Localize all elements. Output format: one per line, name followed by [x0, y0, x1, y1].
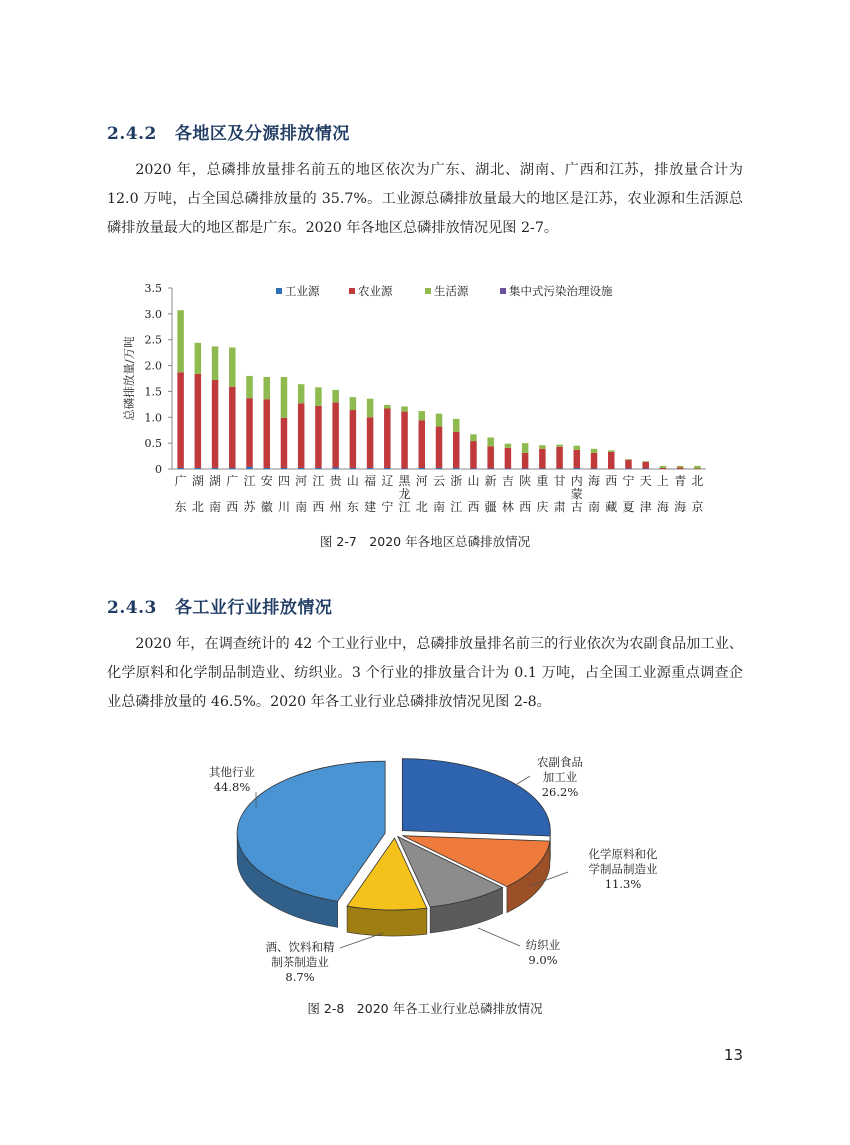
bar-segment	[195, 468, 202, 469]
x-tick-label: 辽	[381, 474, 394, 488]
x-tick-label: 四	[277, 474, 290, 488]
bar-segment	[556, 447, 563, 469]
x-tick-label: 江	[312, 474, 325, 488]
bar-segment	[384, 408, 391, 467]
x-tick-label: 陕	[519, 474, 532, 488]
bar-segment	[195, 374, 202, 468]
pie-slice-side	[347, 906, 427, 936]
legend-swatch	[349, 288, 355, 294]
bar-segment	[229, 468, 236, 469]
pie-label: 学制品制造业	[588, 862, 658, 876]
bar-segment	[350, 468, 357, 469]
bar-segment	[212, 346, 219, 380]
x-tick-label: 江	[398, 500, 411, 514]
legend-label: 工业源	[285, 284, 320, 298]
y-axis-label: 总磷排放量/万吨	[122, 336, 136, 421]
x-tick-label: 南	[295, 500, 308, 514]
bar-segment	[625, 459, 632, 460]
bar-segment	[470, 434, 477, 441]
x-tick-label: 宁	[622, 474, 635, 488]
figure-2-8-caption: 图 2-8 2020 年各工业行业总磷排放情况	[307, 1001, 543, 1016]
bar-segment	[470, 468, 477, 469]
bar-segment	[505, 448, 512, 469]
y-tick-label: 3.0	[144, 307, 162, 321]
section-title: 各工业行业排放情况	[174, 598, 333, 618]
pie-label: 11.3%	[604, 877, 642, 891]
x-tick-label: 山	[467, 474, 480, 488]
pie-label: 26.2%	[541, 785, 579, 799]
section-number: 2.4.3	[107, 598, 157, 618]
x-tick-label: 湖	[191, 474, 204, 488]
bar-segment	[591, 453, 598, 469]
x-tick-label: 河	[295, 474, 308, 488]
bar-segment	[574, 446, 581, 450]
pie-label: 酒、饮料和精	[265, 940, 335, 954]
x-tick-label: 徽	[260, 500, 273, 514]
bar-segment	[177, 372, 184, 468]
bar-segment	[522, 443, 529, 453]
bar-segment	[177, 468, 184, 469]
bar-segment	[436, 414, 443, 427]
bar-segment	[539, 445, 546, 449]
bar-segment	[660, 468, 667, 469]
bar-segment	[367, 399, 374, 418]
bar-segment	[281, 468, 288, 469]
bar-segment	[505, 444, 512, 448]
page-number: 13	[723, 1046, 743, 1064]
legend-swatch	[276, 288, 282, 294]
bar-segment	[246, 467, 253, 469]
bar-segment	[470, 441, 477, 468]
bar-segment	[677, 466, 684, 468]
leader-line	[517, 776, 530, 784]
bar-segment	[350, 397, 357, 410]
section-heading-2-4-2	[107, 119, 350, 144]
x-tick-label: 海	[674, 500, 687, 514]
pie-label: 8.7%	[285, 970, 315, 984]
legend-label: 集中式污染治理设施	[509, 284, 613, 298]
bar-segment	[642, 468, 649, 469]
y-tick-label: 2.5	[144, 333, 162, 347]
bar-segment	[539, 449, 546, 469]
pie-label: 其他行业	[209, 765, 255, 779]
bar-segment	[177, 310, 184, 372]
bar-segment	[332, 402, 339, 467]
x-tick-label: 内	[570, 474, 583, 488]
legend-swatch	[500, 288, 506, 294]
bar-segment	[332, 390, 339, 402]
y-tick-label: 0.5	[144, 437, 162, 451]
pie-label: 加工业	[542, 770, 578, 784]
bar-segment	[298, 384, 305, 403]
x-tick-label: 南	[209, 500, 222, 514]
pie-label: 9.0%	[528, 953, 558, 967]
bar-segment	[608, 450, 615, 452]
x-tick-label: 州	[329, 500, 342, 514]
x-tick-label: 东	[346, 500, 359, 514]
x-tick-label: 西	[312, 500, 325, 514]
x-tick-label: 苏	[243, 500, 256, 514]
x-tick-label: 黑	[398, 474, 411, 488]
x-tick-label: 东	[174, 500, 187, 514]
bar-segment	[539, 468, 546, 469]
x-tick-label: 蒙	[570, 487, 583, 501]
x-tick-label: 海	[656, 500, 669, 514]
x-tick-label: 河	[415, 474, 428, 488]
x-tick-label: 西	[519, 500, 532, 514]
leader-line	[340, 933, 383, 948]
bar-segment	[453, 432, 460, 468]
section-heading-2-4-3	[107, 593, 332, 618]
paragraph-text: 2020 年，总磷排放量排名前五的地区依次为广东、湖北、湖南、广西和江苏，排放量合计为 12.0 万吨，占全国总磷排放量的 35.7%。工业源总磷排放量最大的地区是江苏，农业源和生活源总磷排放量最大的地区都是广东。2020 年各地区总磷排放情况见图 2-7。	[107, 162, 743, 236]
bar-segment	[332, 467, 339, 469]
bar-segment	[453, 419, 460, 432]
bar-segment	[419, 420, 426, 468]
bar-segment	[574, 450, 581, 468]
bar-segment	[625, 460, 632, 469]
bar-segment	[694, 466, 701, 469]
x-tick-label: 江	[243, 474, 256, 488]
x-tick-label: 宁	[381, 500, 394, 514]
bar-segment	[419, 468, 426, 469]
x-tick-label: 天	[639, 474, 652, 488]
bar-segment	[642, 461, 649, 462]
bar-segment	[315, 387, 322, 406]
pie-slice	[402, 759, 550, 836]
y-tick-label: 0	[155, 463, 162, 476]
legend-label: 生活源	[434, 284, 469, 298]
x-tick-label: 南	[588, 500, 601, 514]
x-tick-label: 青	[674, 474, 687, 488]
pie-label: 44.8%	[213, 780, 251, 794]
x-tick-label: 西	[467, 500, 480, 514]
y-tick-label: 3.5	[144, 282, 162, 295]
x-tick-label: 北	[191, 500, 204, 514]
pie-label: 制茶制造业	[271, 955, 329, 969]
x-tick-label: 南	[432, 500, 446, 514]
section-paragraph-1	[107, 156, 743, 243]
x-tick-label: 龙	[398, 487, 411, 501]
x-tick-label: 庆	[536, 500, 549, 514]
bar-segment	[263, 377, 270, 399]
bar-segment	[367, 417, 374, 468]
x-tick-label: 古	[570, 500, 583, 514]
bar-segment	[660, 466, 667, 468]
bar-segment	[315, 468, 322, 469]
bar-segment	[591, 468, 598, 469]
bar-segment	[315, 406, 322, 468]
bar-segment	[487, 446, 494, 468]
x-tick-label: 北	[415, 500, 428, 514]
section-number: 2.4.2	[107, 124, 157, 144]
bar-segment	[487, 437, 494, 446]
legend-label: 农业源	[358, 284, 393, 298]
bar-segment	[401, 412, 408, 469]
bar-segment	[281, 377, 288, 418]
pie-chart	[0, 748, 850, 998]
bar-segment	[350, 410, 357, 468]
bar-segment	[212, 380, 219, 468]
bar-segment	[677, 467, 684, 469]
x-tick-label: 肃	[553, 500, 566, 514]
bar-segment	[298, 468, 305, 469]
x-tick-label: 林	[501, 500, 514, 514]
paragraph-text: 2020 年，在调查统计的 42 个工业行业中，总磷排放量排名前三的行业依次为农副食品加工业、化学原料和化学制品制造业、纺织业。3 个行业的排放量合计为 0.1 万吨，占全国工业源重点调查企业总磷排放量的 46.5%。2020 年各工业行业总磷排放情况见图 2-8。	[107, 636, 743, 710]
x-tick-label: 津	[639, 500, 652, 514]
x-tick-label: 西	[226, 500, 239, 514]
x-tick-label: 湖	[209, 474, 222, 488]
x-tick-label: 夏	[622, 500, 635, 514]
bar-segment	[487, 468, 494, 469]
x-tick-label: 新	[484, 474, 497, 488]
pie-label: 纺织业	[525, 938, 561, 952]
x-tick-label: 贵	[329, 474, 342, 488]
bar-segment	[453, 468, 460, 469]
bar-segment	[246, 376, 253, 398]
bar-segment	[212, 468, 219, 469]
bar-segment	[281, 418, 288, 468]
figure-2-7-caption: 图 2-7 2020 年各地区总磷排放情况	[319, 534, 531, 549]
bar-segment	[556, 468, 563, 469]
bar-segment	[401, 406, 408, 411]
y-tick-label: 1.5	[144, 385, 162, 399]
bar-segment	[556, 445, 563, 447]
x-tick-label: 海	[588, 474, 601, 488]
bar-segment	[574, 468, 581, 469]
bar-segment	[522, 468, 529, 469]
section-title: 各地区及分源排放情况	[174, 124, 350, 144]
x-tick-label: 藏	[605, 500, 618, 514]
x-tick-label: 疆	[484, 500, 497, 514]
bar-segment	[436, 468, 443, 469]
x-tick-label: 广	[174, 474, 187, 488]
bar-segment	[195, 343, 202, 374]
bar-segment	[384, 405, 391, 409]
x-tick-label: 云	[432, 474, 446, 488]
section-paragraph-2	[107, 630, 743, 717]
x-tick-label: 川	[277, 500, 290, 514]
pie-label: 化学原料和化	[588, 847, 658, 861]
bar-segment	[522, 453, 529, 469]
bar-segment	[401, 468, 408, 469]
x-tick-label: 甘	[553, 474, 566, 488]
bar-segment	[625, 468, 632, 469]
bar-segment	[229, 387, 236, 468]
bar-segment	[298, 403, 305, 468]
x-tick-label: 重	[536, 474, 549, 488]
x-tick-label: 北	[691, 474, 704, 488]
bar-segment	[367, 468, 374, 469]
legend-swatch	[425, 288, 431, 294]
bar-segment	[229, 347, 236, 386]
bar-segment	[419, 411, 426, 420]
x-tick-label: 吉	[501, 474, 514, 488]
bar-segment	[694, 468, 701, 469]
x-tick-label: 上	[656, 474, 669, 488]
x-tick-label: 西	[605, 474, 618, 488]
x-tick-label: 建	[364, 500, 377, 514]
x-tick-label: 广	[226, 474, 239, 488]
bar-segment	[591, 449, 598, 453]
x-tick-label: 山	[346, 474, 359, 488]
bar-segment	[384, 468, 391, 469]
bar-segment	[263, 399, 270, 468]
pie-label: 农副食品	[537, 755, 583, 769]
bar-segment	[608, 452, 615, 469]
x-tick-label: 安	[260, 474, 273, 488]
bar-chart	[0, 280, 850, 520]
y-tick-label: 1.0	[144, 411, 162, 425]
x-tick-label: 浙	[450, 474, 463, 488]
bar-segment	[505, 468, 512, 469]
x-tick-label: 福	[364, 474, 377, 488]
bar-segment	[436, 427, 443, 468]
x-tick-label: 江	[450, 500, 463, 514]
bar-segment	[263, 468, 270, 469]
leader-line	[478, 928, 520, 946]
y-tick-label: 2.0	[144, 359, 162, 373]
bar-segment	[642, 462, 649, 469]
bar-segment	[246, 398, 253, 467]
x-tick-label: 京	[691, 500, 704, 514]
